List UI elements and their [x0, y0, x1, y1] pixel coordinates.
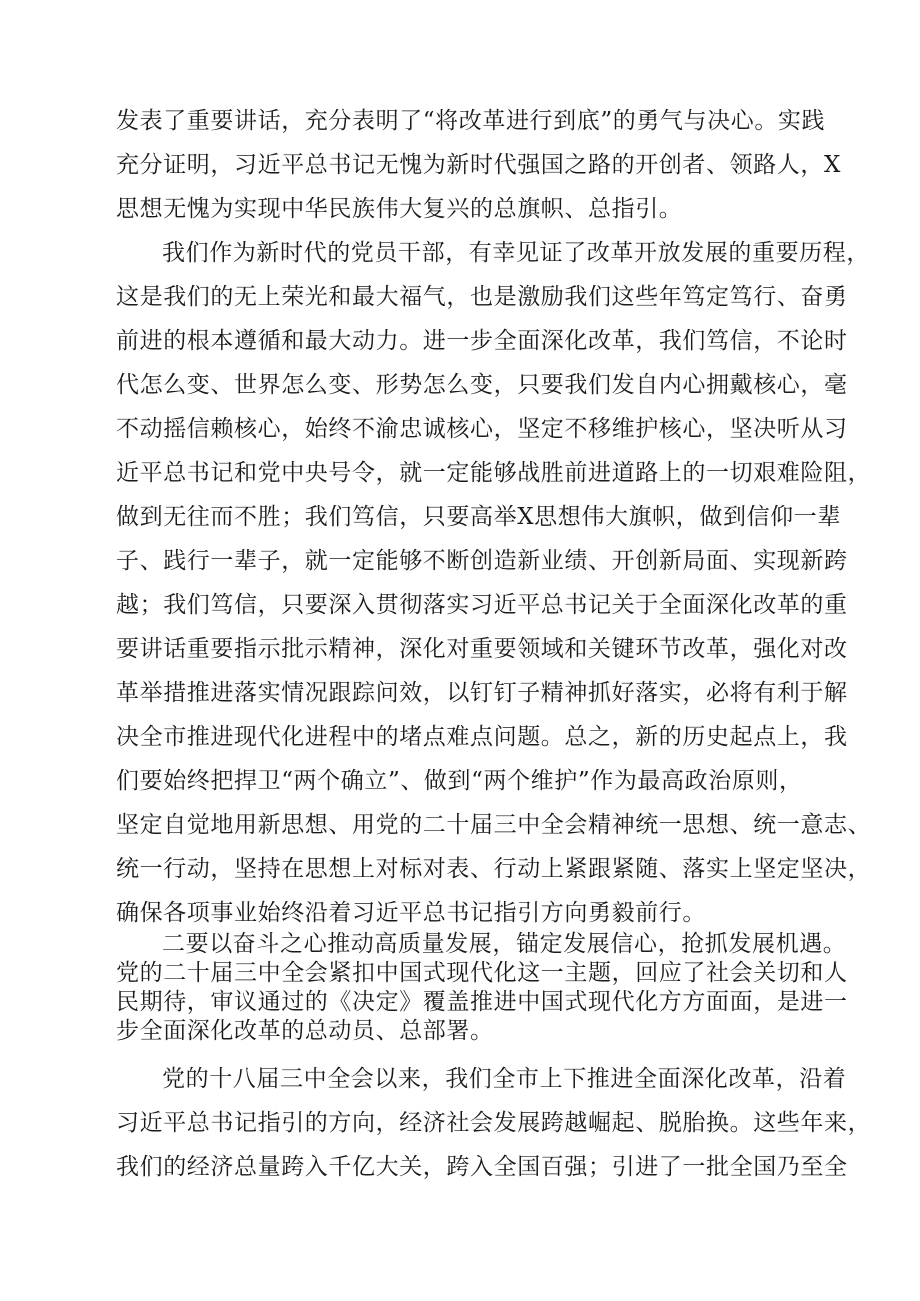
text-line: 步全面深化改革的总动员、总部署。	[116, 1018, 494, 1044]
text-line: 我们的经济总量跨入千亿大关，跨入全国百强；引进了一批全国乃至全	[116, 1154, 848, 1180]
text-line: 这是我们的无上荣光和最大福气，也是激励我们这些年笃定笃行、奋勇	[116, 284, 848, 310]
text-line: 前进的根本遵循和最大动力。进一步全面深化改革，我们笃信，不论时	[116, 328, 848, 354]
paragraph-3	[116, 930, 848, 1046]
text-line: 不动摇信赖核心，始终不渝忠诚核心，坚定不移维护核心，坚决听从习	[116, 416, 848, 442]
text-line: 发表了重要讲话，充分表明了“将改革进行到底”的勇气与决心。实践	[116, 108, 826, 134]
text-line: 确保各项事业始终沿着习近平总书记指引方向勇毅前行。	[116, 900, 706, 926]
text-line: 习近平总书记指引的方向，经济社会发展跨越崛起、脱胎换。这些年来，	[116, 1110, 872, 1136]
text-line: 思想无愧为实现中华民族伟大复兴的总旗帜、总指引。	[116, 196, 683, 222]
text-line: 党的十八届三中全会以来，我们全市上下推进全面深化改革，沿着	[162, 1066, 847, 1092]
text-line: 越；我们笃信，只要深入贯彻落实习近平总书记关于全面深化改革的重	[116, 592, 848, 618]
text-line: 二要以奋斗之心推动高质量发展，锚定发展信心，抢抓发展机遇。	[162, 931, 847, 957]
text-line: 们要始终把捍卫“两个确立”、做到“两个维护”作为最高政治原则，	[116, 768, 803, 794]
text-line: 充分证明，习近平总书记无愧为新时代强国之路的开创者、领路人，X	[116, 152, 841, 178]
text-line: 决全市推进现代化进程中的堵点难点问题。总之，新的历史起点上，我	[116, 724, 848, 750]
text-line: 要讲话重要指示批示精神，深化对重要领域和关键环节改革，强化对改	[116, 636, 848, 662]
text-line: 近平总书记和党中央号令，就一定能够战胜前进道路上的一切艰难险阻，	[116, 460, 872, 486]
text-line: 子、践行一辈子，就一定能够不断创造新业绩、开创新局面、实现新跨	[116, 548, 848, 574]
text-line: 民期待，审议通过的《决定》覆盖推进中国式现代化方方面面，是进一	[116, 989, 848, 1015]
text-line: 统一行动，坚持在思想上对标对表、行动上紧跟紧随、落实上坚定坚决，	[116, 856, 872, 882]
text-line: 做到无往而不胜；我们笃信，只要高举X思想伟大旗帜，做到信仰一辈	[116, 504, 841, 530]
text-line: 我们作为新时代的党员干部，有幸见证了改革开放发展的重要历程，	[162, 240, 870, 266]
paragraph-4	[116, 1057, 872, 1189]
paragraph-2	[116, 231, 872, 935]
text-line: 代怎么变、世界怎么变、形势怎么变，只要我们发自内心拥戴核心，毫	[116, 372, 848, 398]
text-line: 坚定自觉地用新思想、用党的二十届三中全会精神统一思想、统一意志、	[116, 812, 872, 838]
text-line: 党的二十届三中全会紧扣中国式现代化这一主题，回应了社会关切和人	[116, 960, 848, 986]
paragraph-1	[116, 99, 841, 231]
text-line: 革举措推进落实情况跟踪问效，以钉钉子精神抓好落实，必将有利于解	[116, 680, 848, 706]
